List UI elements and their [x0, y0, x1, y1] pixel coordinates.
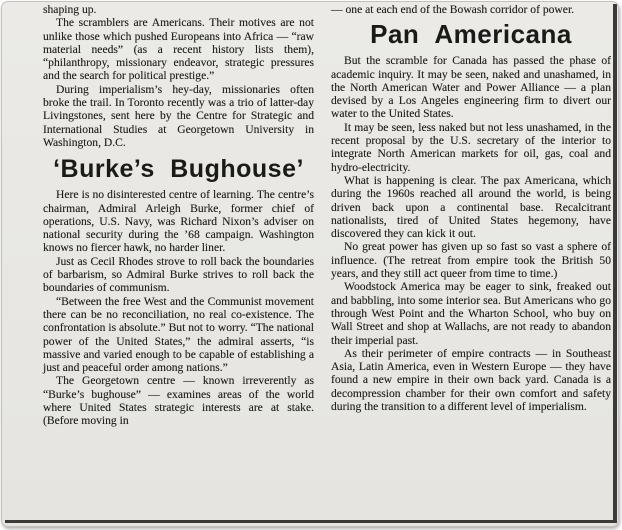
headline-pan-americana: Pan Americana — [370, 19, 572, 50]
article-paragraph: It may be seen, less naked but not less unashamed, in the recent proposal by the U.S. secretary of the interior to integrate North American markets for oil, gas, coal and hydro-electricity. — [331, 120, 611, 174]
article-paragraph: What is happening is clear. The pax Americana, which during the 1960s reached all around the world, is being driven back upon a continental base. Recalcitrant nationalists, tired of United States hegemony, have discovered they can kick it out. — [331, 173, 611, 241]
article-paragraph: The Georgetown centre — known irreverently as “Burke’s bughouse” — examines areas of the world where United States strategic interests are at stake. (Before moving in — [43, 374, 314, 428]
article-paragraph: But the scramble for Canada has passed the phase of academic inquiry. It may be seen, naked and unashamed, in the North American Water and Power Alliance — a plan devised by a Los Angeles engineering firm to divert our water to the United States. — [331, 54, 611, 121]
bottom-rule — [5, 520, 617, 523]
paragraph-continuation: shaping up. — [43, 3, 97, 16]
article-paragraph: Just as Cecil Rhodes strove to roll back the boundaries of barbarism, so Admiral Burke strives to roll back the boundaries of communism. — [43, 254, 314, 295]
article-paragraph: Woodstock America may be eager to sink, freaked out and babbling, into some interior sea. But Americans who go through West Point and the Wharton School, who buy on Wall Street and shop at Wallachs, are not ready to abandon their imperial past. — [331, 280, 611, 347]
article-paragraph: No great power has given up so fast so vast a sphere of influence. (The retreat from empire took the British 50 years, and they still act queer from time to time.) — [331, 240, 611, 281]
right-column-rule — [613, 4, 617, 523]
article-paragraph: “Between the free West and the Communist movement there can be no reconciliation, no real co-existence. The confrontation is absolute.” But not to worry. “The national power of the United States,” the admiral asserts, “is massive and varied enough to be capable of establishing a just and peaceful order among nations.” — [43, 294, 314, 375]
article-paragraph: During imperialism’s hey-day, missionaries often broke the trail. In Toronto recently was a trio of latter-day Livingstones, sent here by the Centre for Strategic and International Studies at Georgetown University in Washington, D.C. — [43, 82, 314, 149]
paragraph-continuation: — one at each end of the Bowash corridor of power. — [331, 3, 575, 16]
right-column — [331, 3, 611, 413]
article-paragraph: Here is no disinterested centre of learning. The centre’s chairman, Admiral Arleigh Burke, former chief of operations, U.S. Navy, was Richard Nixon’s adviser on national security during the ’68 campaign. Washington knows no fiercer hawk, no harder liner. — [43, 188, 314, 255]
article-paragraph: As their perimeter of empire contracts — in Southeast Asia, Latin America, even in Western Europe — they have found a new empire in their own back yard. Canada is a decompression chamber for their own comfort and safety during the transition to a different level of imperialism. — [331, 346, 611, 414]
headline-burkes-bughouse: ‘Burke’s Bughouse’ — [53, 155, 304, 184]
article-paragraph: The scramblers are Americans. Their motives are not unlike those which pushed Europeans into Africa — “raw material needs” (as a recent history lists them), “philanthropy, missionary endeavor, strategic pressures and the search for political prestige.” — [43, 16, 314, 83]
left-column — [43, 3, 314, 428]
newspaper-clipping — [1, 1, 619, 527]
